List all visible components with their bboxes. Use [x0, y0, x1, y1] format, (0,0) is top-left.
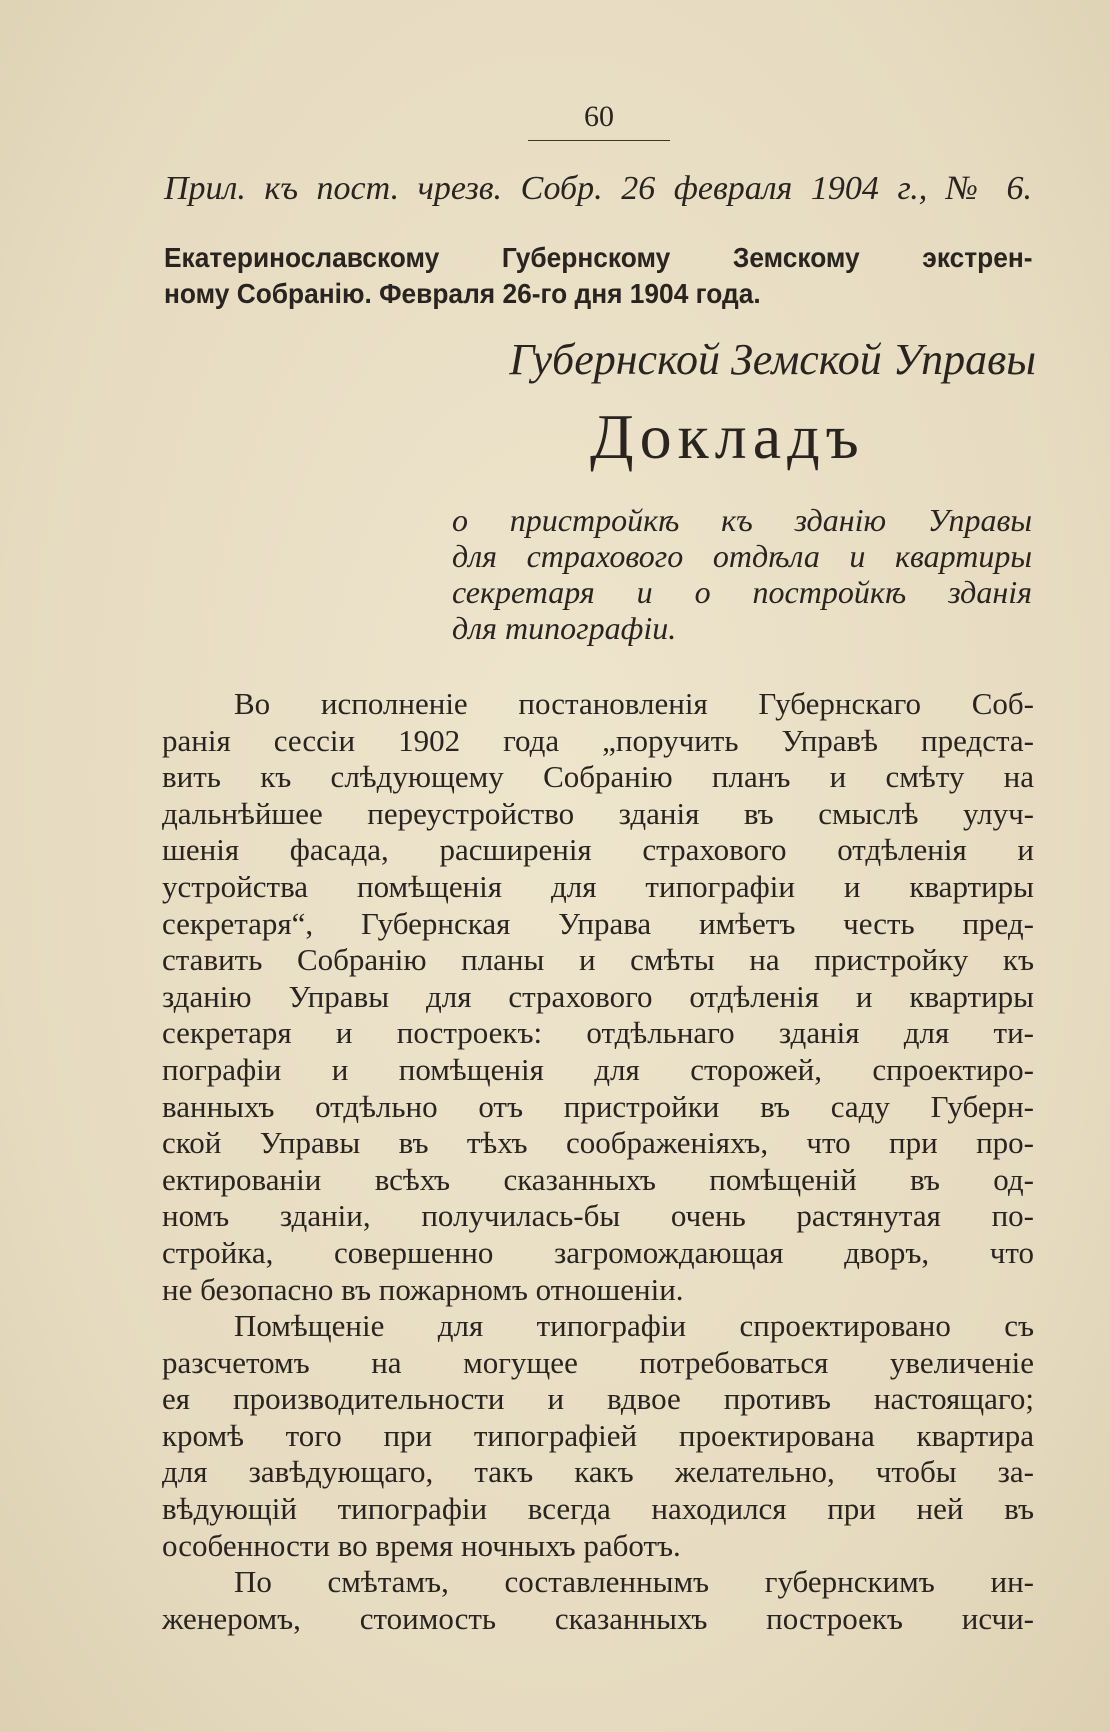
body-line: ея производительности и вдвое противъ настоящаго; — [162, 1381, 1034, 1417]
page-number: 60 — [584, 100, 614, 133]
body-line: не безопасно въ пожарномъ отношеніи. — [162, 1271, 684, 1307]
body-line: кромѣ того при типографіей проектирована квартира — [162, 1417, 1034, 1453]
report-subject — [452, 502, 1032, 646]
body-line: женеромъ, стоимость сказанныхъ построекъ исчи- — [162, 1600, 1034, 1636]
body-line: разсчетомъ на могущее потребоваться увеличеніе — [162, 1344, 1034, 1380]
body-line: номъ зданіи, получилась-бы очень растянутая по- — [162, 1198, 1034, 1234]
body-line: особенности во время ночныхъ работъ. — [162, 1527, 681, 1563]
document-title: Докладъ — [590, 401, 865, 472]
body-line: ектированіи всѣхъ сказанныхъ помѣщеній въ од- — [162, 1161, 1034, 1197]
subject-line: о пристройкѣ къ зданію Управы — [452, 502, 1032, 538]
body-line: дальнѣйшее переустройство зданія въ смыслѣ улуч- — [162, 795, 1034, 831]
body-line: ской Управы въ тѣхъ соображеніяхъ, что при про- — [162, 1125, 1034, 1161]
body-line: Во исполненіе постановленія Губернскаго Соб- — [234, 686, 1034, 721]
subject-line: секретаря и о постройкѣ зданія — [452, 574, 1032, 610]
body-line: для завѣдующаго, такъ какъ желательно, чтобы за- — [162, 1454, 1034, 1490]
body-line: стройка, совершенно загромождающая дворъ, что — [162, 1234, 1034, 1270]
body-line: ранія сессіи 1902 года „поручить Управѣ предста- — [162, 722, 1034, 758]
subject-line: для страхового отдѣла и квартиры — [452, 538, 1032, 574]
addressee-block — [164, 240, 1033, 312]
subject-line: для типографіи. — [452, 610, 677, 646]
body-line: ставить Собранію планы и смѣты на пристройку къ — [162, 942, 1034, 978]
addressee-line-2: ному Собранію. Февраля 26-го дня 1904 года. — [164, 278, 761, 309]
body-line: зданію Управы для страхового отдѣленія и квартиры — [162, 978, 1034, 1014]
body-line: Помѣщеніе для типографіи спроектировано съ — [234, 1308, 1034, 1344]
body-text — [162, 686, 1034, 1637]
body-line: ванныхъ отдѣльно отъ пристройки въ саду Губерн- — [162, 1088, 1034, 1124]
body-line: По смѣтамъ, составленнымъ губернскимъ ин- — [234, 1564, 1034, 1600]
body-line: пографіи и помѣщенія для сторожей, спроектиро- — [162, 1051, 1034, 1087]
issuing-body: Губернской Земской Управы — [509, 335, 1036, 384]
body-line: устройства помѣщенія для типографіи и квартиры — [162, 868, 1034, 904]
addressee-line-1: Екатеринославскому Губернскому Земскому экстрен- — [164, 242, 1033, 273]
body-line: шенія фасада, расширенія страхового отдѣленія и — [162, 832, 1034, 868]
body-line: секретаря“, Губернская Управа имѣетъ честь пред- — [162, 905, 1034, 941]
page-number-rule — [528, 140, 670, 141]
body-line: вить къ слѣдующему Собранію планъ и смѣту на — [162, 759, 1034, 795]
body-line: вѣдующій типографіи всегда находился при ней въ — [162, 1491, 1034, 1527]
body-line: секретаря и построекъ: отдѣльнаго зданія для ти- — [162, 1015, 1034, 1051]
appendix-reference: Прил. къ пост. чрезв. Собр. 26 февраля 1904 г., № 6. — [164, 170, 1032, 207]
